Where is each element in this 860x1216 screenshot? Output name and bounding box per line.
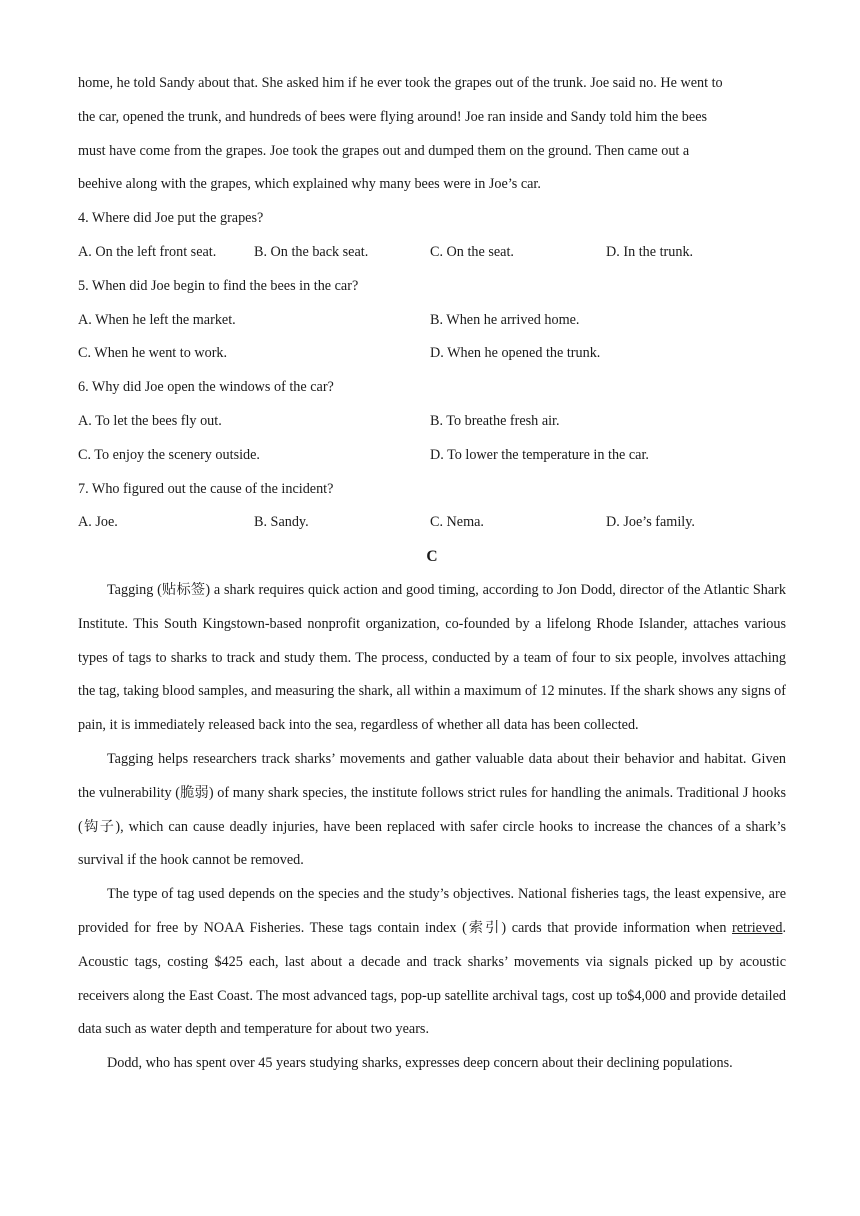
- passage-line: the car, opened the trunk, and hundreds of bees were flying around! Joe ran inside and Sandy told him the bees: [78, 108, 708, 125]
- paragraph: Tagging helps researchers track sharks’ movements and gather valuable data about their behavior and habitat. Given the vulnerability (脆弱) of many shark species, the institute follows strict rules for handling the animals. Traditional J hooks (钩子), which can cause deadly injuries, have been replaced with safer circle hooks to increase the chances of a shark’s survival if the hook cannot be removed.: [78, 750, 786, 869]
- paragraph-text: . Acoustic tags, costing $425 each, last about a decade and track sharks’ movements via signals picked up by acoustic receivers along the East Coast. The most advanced tags, pop-up satellite archival tags, cost up to$4,000 and provide detailed data such as water depth and temperature for about two years.: [78, 919, 786, 1038]
- passage-line: home, he told Sandy about that. She asked him if he ever took the grapes out of the trunk. Joe said no. He went to: [78, 75, 723, 91]
- option-a: A. Joe.: [78, 514, 118, 531]
- paragraph-text: The type of tag used depends on the species and the study’s objectives. National fisheries tags, the least expensive, are provided for free by NOAA Fisheries. These tags contain index (索引) cards that provide information when: [78, 886, 786, 936]
- options-row: [78, 405, 786, 439]
- options-row: [78, 337, 786, 371]
- option-a: A. To let the bees fly out.: [78, 412, 222, 429]
- question-stem: 7. Who figured out the cause of the incident?: [78, 480, 334, 497]
- section-title: C: [426, 548, 438, 566]
- option-b: B. On the back seat.: [254, 243, 369, 260]
- options-row: [78, 439, 786, 473]
- passage-line: beehive along with the grapes, which explained why many bees were in Joe’s car.: [78, 176, 541, 193]
- option-a: A. On the left front seat.: [78, 243, 217, 260]
- question-4: [78, 202, 786, 270]
- question-7: [78, 473, 786, 541]
- options-row: [78, 304, 786, 338]
- exam-page: [78, 67, 786, 1081]
- option-d: D. To lower the temperature in the car.: [430, 446, 649, 463]
- question-stem: 5. When did Joe begin to find the bees in the car?: [78, 277, 359, 294]
- question-stem: 6. Why did Joe open the windows of the car?: [78, 379, 334, 396]
- paragraph: Tagging (贴标签) a shark requires quick action and good timing, according to Jon Dodd, director of the Atlantic Shark Institute. This South Kingstown-based nonprofit organization, co-founded by a lifelong Rhode Islander, attaches various types of tags to sharks to track and study them. The process, conducted by a team of four to six people, involves attaching the tag, taking blood samples, and measuring the shark, all within a maximum of 12 minutes. If the shark shows any signs of pain, it is immediately released back into the sea, regardless of whether all data has been collected.: [78, 581, 786, 734]
- paragraph: Dodd, who has spent over 45 years studying sharks, expresses deep concern about their declining populations.: [107, 1055, 733, 1072]
- options-row: [78, 236, 786, 270]
- option-b: B. When he arrived home.: [430, 311, 580, 328]
- option-b: B. Sandy.: [254, 514, 309, 531]
- option-a: A. When he left the market.: [78, 311, 236, 328]
- options-row: [78, 506, 786, 540]
- question-6: [78, 371, 786, 472]
- option-d: D. In the trunk.: [606, 243, 694, 260]
- question-5: [78, 270, 786, 371]
- passage-line: must have come from the grapes. Joe took the grapes out and dumped them on the ground. Then came out a: [78, 142, 690, 159]
- question-stem: 4. Where did Joe put the grapes?: [78, 210, 264, 227]
- passage-b-tail: [78, 67, 786, 202]
- paragraph: [78, 878, 786, 1047]
- option-c: C. On the seat.: [430, 243, 514, 260]
- option-d: D. Joe’s family.: [606, 514, 695, 531]
- option-c: C. When he went to work.: [78, 345, 228, 362]
- option-d: D. When he opened the trunk.: [430, 345, 601, 362]
- option-c: C. To enjoy the scenery outside.: [78, 446, 260, 463]
- underlined-word: retrieved: [732, 919, 783, 936]
- option-c: C. Nema.: [430, 514, 484, 531]
- option-b: B. To breathe fresh air.: [430, 412, 560, 429]
